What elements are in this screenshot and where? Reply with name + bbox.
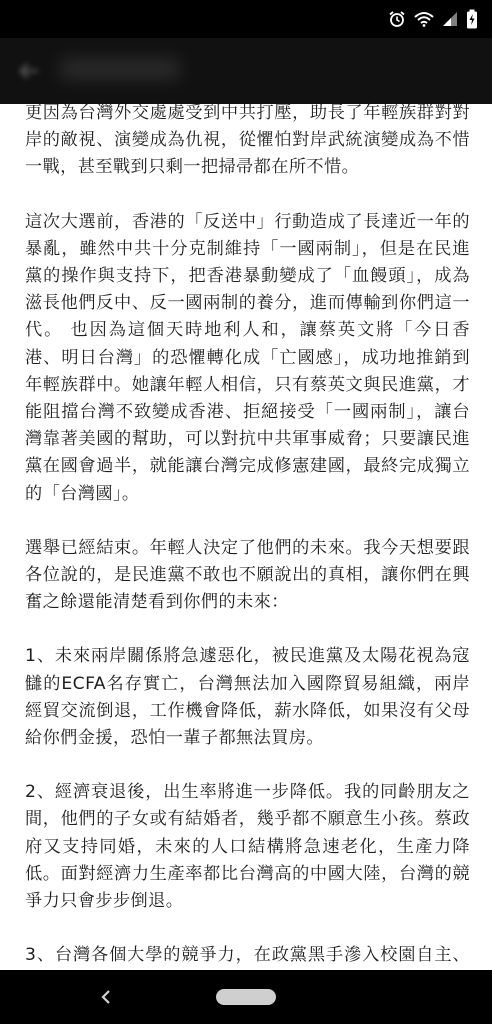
- header-title-blurred: [60, 58, 180, 80]
- article-paragraph: 2、經濟衰退後，出生率將進一步降低。我的同齡朋友之間，他們的子女或有結婚者，幾乎都不願意生小孩。蔡政府又支持同婚，未來的人口結構將急速老化，生產力降低。面對經濟力生產率都比台灣高的中國大陸，台灣的競爭力只會步步倒退。: [25, 782, 470, 912]
- signal-icon: [442, 11, 458, 27]
- article-paragraph: 3、台灣各個大學的競爭力，在政黨黑手滲入校園自主、: [25, 945, 470, 966]
- back-icon[interactable]: [96, 987, 116, 1007]
- alarm-icon: [388, 10, 406, 28]
- battery-charging-icon: [466, 9, 478, 29]
- wifi-icon: [414, 11, 434, 27]
- back-arrow-icon[interactable]: [18, 60, 40, 82]
- app-header: [0, 38, 492, 104]
- article-paragraph: 選舉已經結束。年輕人決定了他們的未來。我今天想要跟各位說的，是民進黨不敢也不願說出的真相，讓你們在興奮之餘還能清楚看到你們的未來：: [25, 537, 470, 613]
- article-content[interactable]: [0, 104, 492, 970]
- article-paragraph: 這次大選前，香港的「反送中」行動造成了長達近一年的暴亂，雖然中共十分克制維持「一國兩制」，但是在民進黨的操作與支持下，把香港暴動變成了「血饅頭」，成為滋長他們反中、反一國兩制的養分，進而傳輸到你們這一代。 也因為這個天時地利人和，讓蔡英文將「今日香港、明日台灣」的恐懼轉化成「亡國感」，成功地推銷到年輕族群中。她讓年輕人相信，只有蔡英文與民進黨，才能阻擋台灣不致變成香港、拒絕接受「一國兩制」，讓台灣靠著美國的幫助，可以對抗中共軍事威脅；只要讓民進黨在國會過半，就能讓台灣完成修憲建國，最終完成獨立的「台灣國」。: [25, 211, 470, 504]
- status-bar: [0, 0, 492, 38]
- article-paragraph: 更因為台灣外交處處受到中共打壓，助長了年輕族群對對岸的敵視、演變成為仇視，從懼怕對岸武統演變成為不惜一戰，甚至戰到只剩一把掃帚都在所不惜。: [25, 103, 470, 178]
- article-paragraph: 1、未來兩岸關係將急遽惡化，被民進黨及太陽花視為寇讎的ECFA名存實亡，台灣無法加入國際貿易組織，兩岸經貿交流倒退，工作機會降低，薪水降低，如果沒有父母給你們金援，恐怕一輩子都無法買房。: [25, 646, 470, 749]
- home-pill[interactable]: [216, 989, 276, 1005]
- navigation-bar: [0, 970, 492, 1024]
